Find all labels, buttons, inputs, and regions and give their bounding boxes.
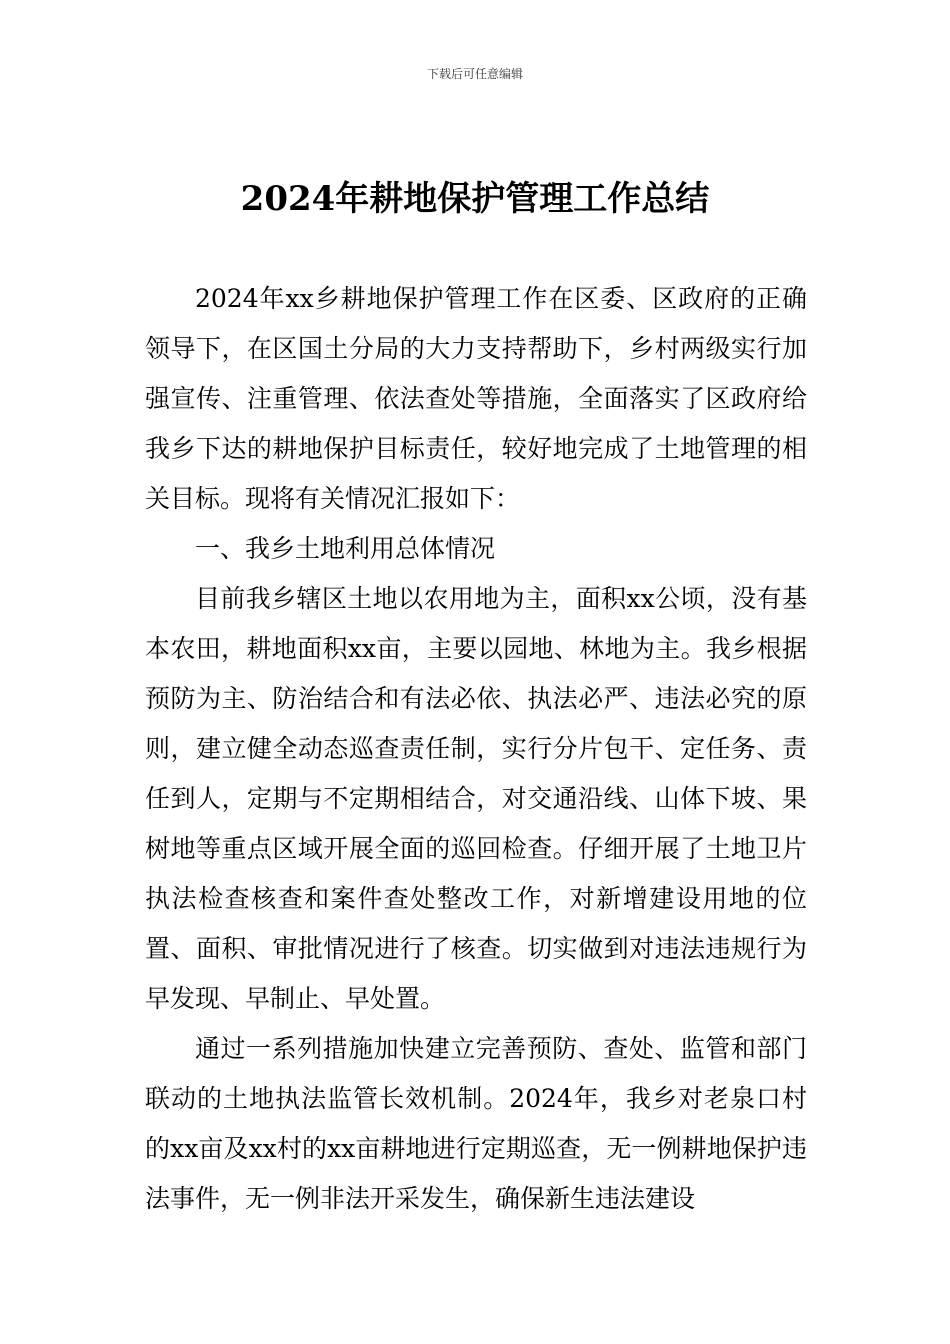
paragraph-intro: 2024年xx乡耕地保护管理工作在区委、区政府的正确领导下，在区国土分局的大力支持帮助下，乡村两级实行加强宣传、注重管理、依法查处等措施，全面落实了区政府给我乡下达的耕地保护目标责任，较好地完成了土地管理的相关目标。现将有关情况汇报如下： <box>145 284 807 513</box>
paragraph-land-use: 目前我乡辖区土地以农用地为主，面积xx公顷，没有基本农田，耕地面积xx亩，主要以园地、林地为主。我乡根据预防为主、防治结合和有法必依、执法必严、违法必究的原则，建立健全动态巡查责任制，实行分片包干、定任务、责任到人，定期与不定期相结合，对交通沿线、山体下坡、果树地等重点区域开展全面的巡回检查。仔细开展了土地卫片执法检查核查和案件查处整改工作，对新增建设用地的位置、面积、审批情况进行了核查。切实做到对违法违规行为早发现、早制止、早处置。 <box>145 584 807 1013</box>
document-body <box>145 274 807 1224</box>
document-title: 2024年耕地保护管理工作总结 <box>240 179 710 219</box>
section-heading-1: 一、我乡土地利用总体情况 <box>195 534 496 563</box>
paragraph-mechanism: 通过一系列措施加快建立完善预防、查处、监管和部门联动的土地执法监管长效机制。2024年，我乡对老泉口村的xx亩及xx村的xx亩耕地进行定期巡查，无一例耕地保护违法事件，无一例非法开采发生，确保新生违法建设 <box>145 1034 807 1213</box>
header-note: 下载后可任意编辑 <box>426 67 523 81</box>
